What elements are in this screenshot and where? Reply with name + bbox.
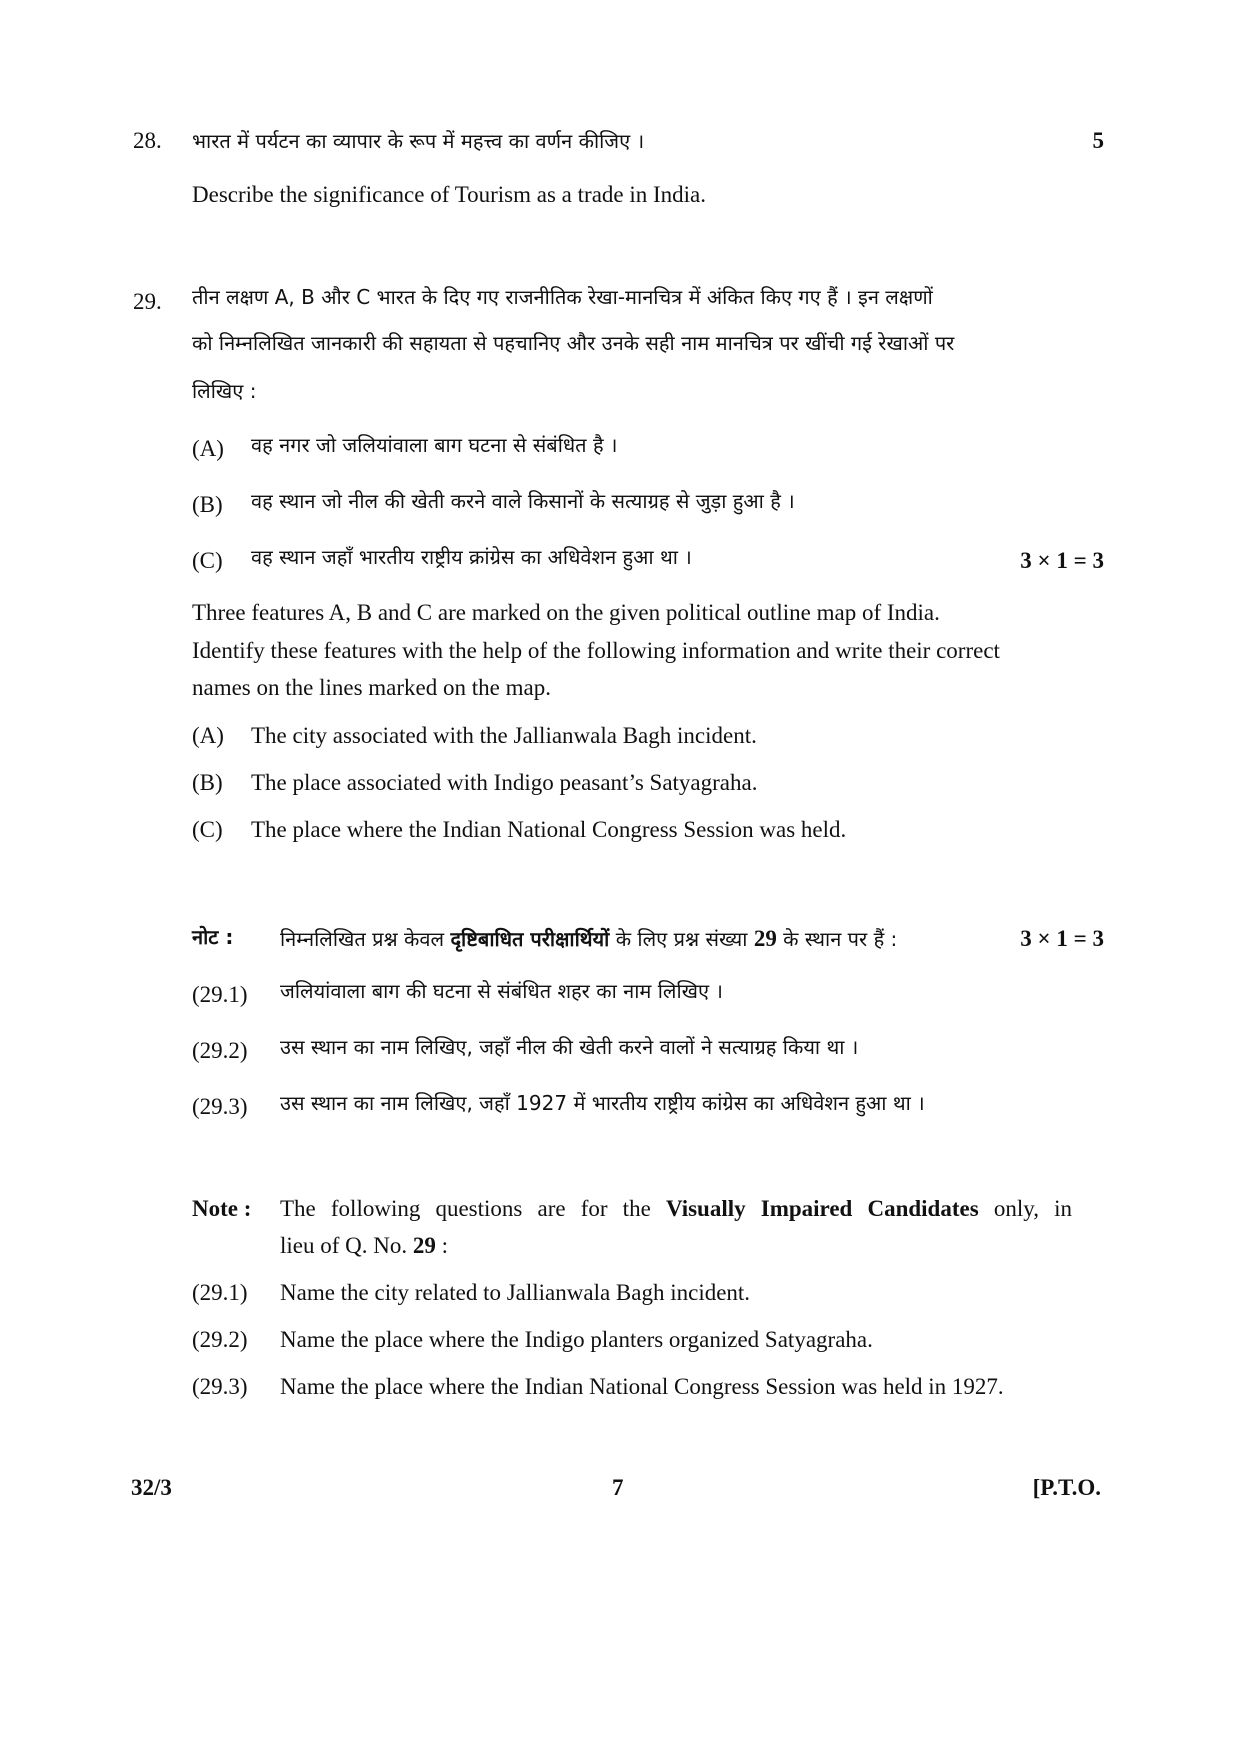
question-text-english-line-2: Identify these features with the help of the following information and write their correct: [192, 638, 1000, 663]
option-label: (A): [192, 723, 224, 748]
option-text-english: The city associated with the Jallianwala Bagh incident.: [251, 723, 757, 748]
note-text-after: only, in: [978, 1196, 1072, 1221]
sub-question-label: (29.2): [192, 1038, 248, 1063]
note-label: Note :: [192, 1196, 252, 1221]
option-label: (B): [192, 770, 223, 795]
question-number: 29.: [133, 289, 162, 314]
sub-question-text: जलियांवाला बाग की घटना से संबंधित शहर का नाम लिखिए ।: [280, 979, 723, 1003]
question-marks: 3 × 1 = 3: [1020, 548, 1104, 573]
sub-question-label: (29.1): [192, 1280, 248, 1305]
sub-question-text: Name the place where the Indian National Congress Session was held in 1927.: [280, 1374, 1004, 1399]
question-number: 28.: [133, 128, 162, 153]
note-text-line-1: [280, 1194, 1072, 1224]
note-line2-before: lieu of Q. No.: [280, 1233, 413, 1258]
note-text-middle: के लिए प्रश्न संख्या: [609, 927, 754, 951]
option-label: (B): [192, 492, 223, 517]
option-text-english: The place associated with Indigo peasant’s Satyagraha.: [251, 770, 758, 795]
option-label: (A): [192, 436, 224, 461]
sub-question-text: Name the city related to Jallianwala Bagh incident.: [280, 1280, 751, 1305]
page-number: 7: [612, 1475, 624, 1500]
note-text-bold: Visually Impaired Candidates: [665, 1196, 979, 1221]
pto-marker: [P.T.O.: [1032, 1475, 1101, 1500]
question-text-hindi: भारत में पर्यटन का व्यापार के रूप में महत्त्व का वर्णन कीजिए ।: [192, 129, 645, 153]
option-text-hindi: वह नगर जो जलियांवाला बाग घटना से संबंधित है ।: [251, 433, 618, 457]
question-text-english: Describe the significance of Tourism as a trade in India.: [192, 182, 707, 207]
note-text-bold: दृष्टिबाधित परीक्षार्थियों: [450, 927, 610, 951]
sub-question-label: (29.1): [192, 982, 248, 1007]
option-text-english: The place where the Indian National Congress Session was held.: [251, 817, 847, 842]
note-text-line-2: [280, 1231, 448, 1261]
sub-question-text: उस स्थान का नाम लिखिए, जहाँ 1927 में भारतीय राष्ट्रीय कांग्रेस का अधिवेशन हुआ था ।: [280, 1091, 925, 1115]
option-label: (C): [192, 548, 223, 573]
option-text-hindi: वह स्थान जहाँ भारतीय राष्ट्रीय क्रांग्रेस का अधिवेशन हुआ था ।: [251, 545, 692, 569]
sub-question-text: Name the place where the Indigo planters organized Satyagraha.: [280, 1327, 873, 1352]
note-question-number: 29: [753, 926, 777, 951]
question-text-english-line-3: names on the lines marked on the map.: [192, 675, 551, 700]
note-text: [280, 924, 897, 954]
sub-question-label: (29.2): [192, 1327, 248, 1352]
question-marks: 5: [1092, 128, 1104, 153]
note-text-before: निम्नलिखित प्रश्न केवल: [280, 927, 451, 951]
note-label: नोट :: [192, 925, 234, 949]
sub-question-label: (29.3): [192, 1374, 248, 1399]
sub-question-label: (29.3): [192, 1094, 248, 1119]
sub-question-text: उस स्थान का नाम लिखिए, जहाँ नील की खेती करने वालों ने सत्याग्रह किया था ।: [280, 1035, 859, 1059]
question-text-hindi-line-2: को निम्नलिखित जानकारी की सहायता से पहचानिए और उनके सही नाम मानचित्र पर खींची गई रेखाओं पर: [192, 331, 955, 355]
note-line2-after: :: [435, 1233, 449, 1258]
question-text-hindi-line-1: तीन लक्षण A, B और C भारत के दिए गए राजनीतिक रेखा-मानचित्र में अंकित किए गए हैं । इन लक्षणों: [192, 285, 933, 309]
note-marks: 3 × 1 = 3: [1020, 926, 1104, 951]
question-text-hindi-line-3: लिखिए :: [192, 379, 257, 403]
note-text-before: The following questions are for the: [280, 1196, 666, 1221]
note-question-number: 29: [412, 1233, 436, 1258]
note-text-after: के स्थान पर हैं :: [776, 927, 898, 951]
question-text-english-line-1: Three features A, B and C are marked on the given political outline map of India.: [192, 600, 940, 625]
paper-code: 32/3: [131, 1475, 172, 1500]
option-text-hindi: वह स्थान जो नील की खेती करने वाले किसानों के सत्याग्रह से जुड़ा हुआ है ।: [251, 489, 795, 513]
option-label: (C): [192, 817, 223, 842]
